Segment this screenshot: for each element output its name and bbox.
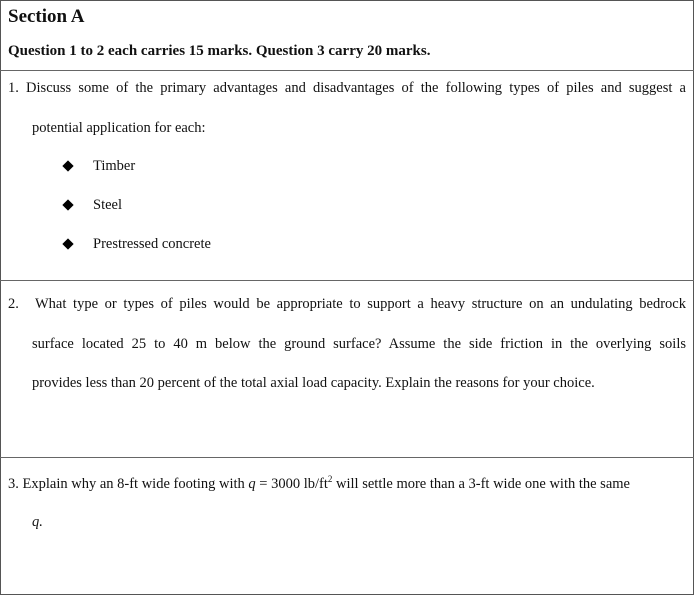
- marks-note: Question 1 to 2 each carries 15 marks. Question 3 carry 20 marks.: [8, 43, 431, 59]
- exponent: 2: [327, 474, 333, 484]
- divider-after-question-1: [0, 280, 694, 281]
- question-3-line-2: q.: [32, 514, 43, 530]
- question-1-line-2: potential application for each:: [32, 120, 206, 136]
- question-2-number: 2.: [8, 296, 19, 312]
- bullet-prestressed-concrete: Prestressed concrete: [93, 236, 211, 252]
- divider-after-marks: [0, 70, 694, 71]
- variable-q: q: [248, 475, 256, 492]
- pressure-value: 3000 lb/ft: [271, 475, 328, 492]
- equals-sign: =: [255, 475, 272, 492]
- question-3-suffix: will settle more than a 3-ft wide one with the same: [332, 475, 630, 492]
- bullet-steel: Steel: [93, 197, 122, 213]
- question-2-line-3: provides less than 20 percent of the total axial load capacity. Explain the reasons for your choice.: [32, 375, 595, 391]
- divider-after-question-2: [0, 457, 694, 458]
- question-2-line-2: surface located 25 to 40 m below the ground surface? Assume the side friction in the overlying soils: [32, 336, 686, 352]
- section-title: Section A: [8, 6, 85, 27]
- question-3-prefix: 3. Explain why an 8-ft wide footing with: [8, 475, 249, 492]
- question-1-line-1: 1. Discuss some of the primary advantages and disadvantages of the following types of piles and suggest a: [8, 80, 686, 96]
- bullet-timber: Timber: [93, 158, 136, 174]
- question-2-line-1: What type or types of piles would be appropriate to support a heavy structure on an undulating bedrock: [35, 296, 686, 312]
- question-3-line-1: [8, 474, 630, 493]
